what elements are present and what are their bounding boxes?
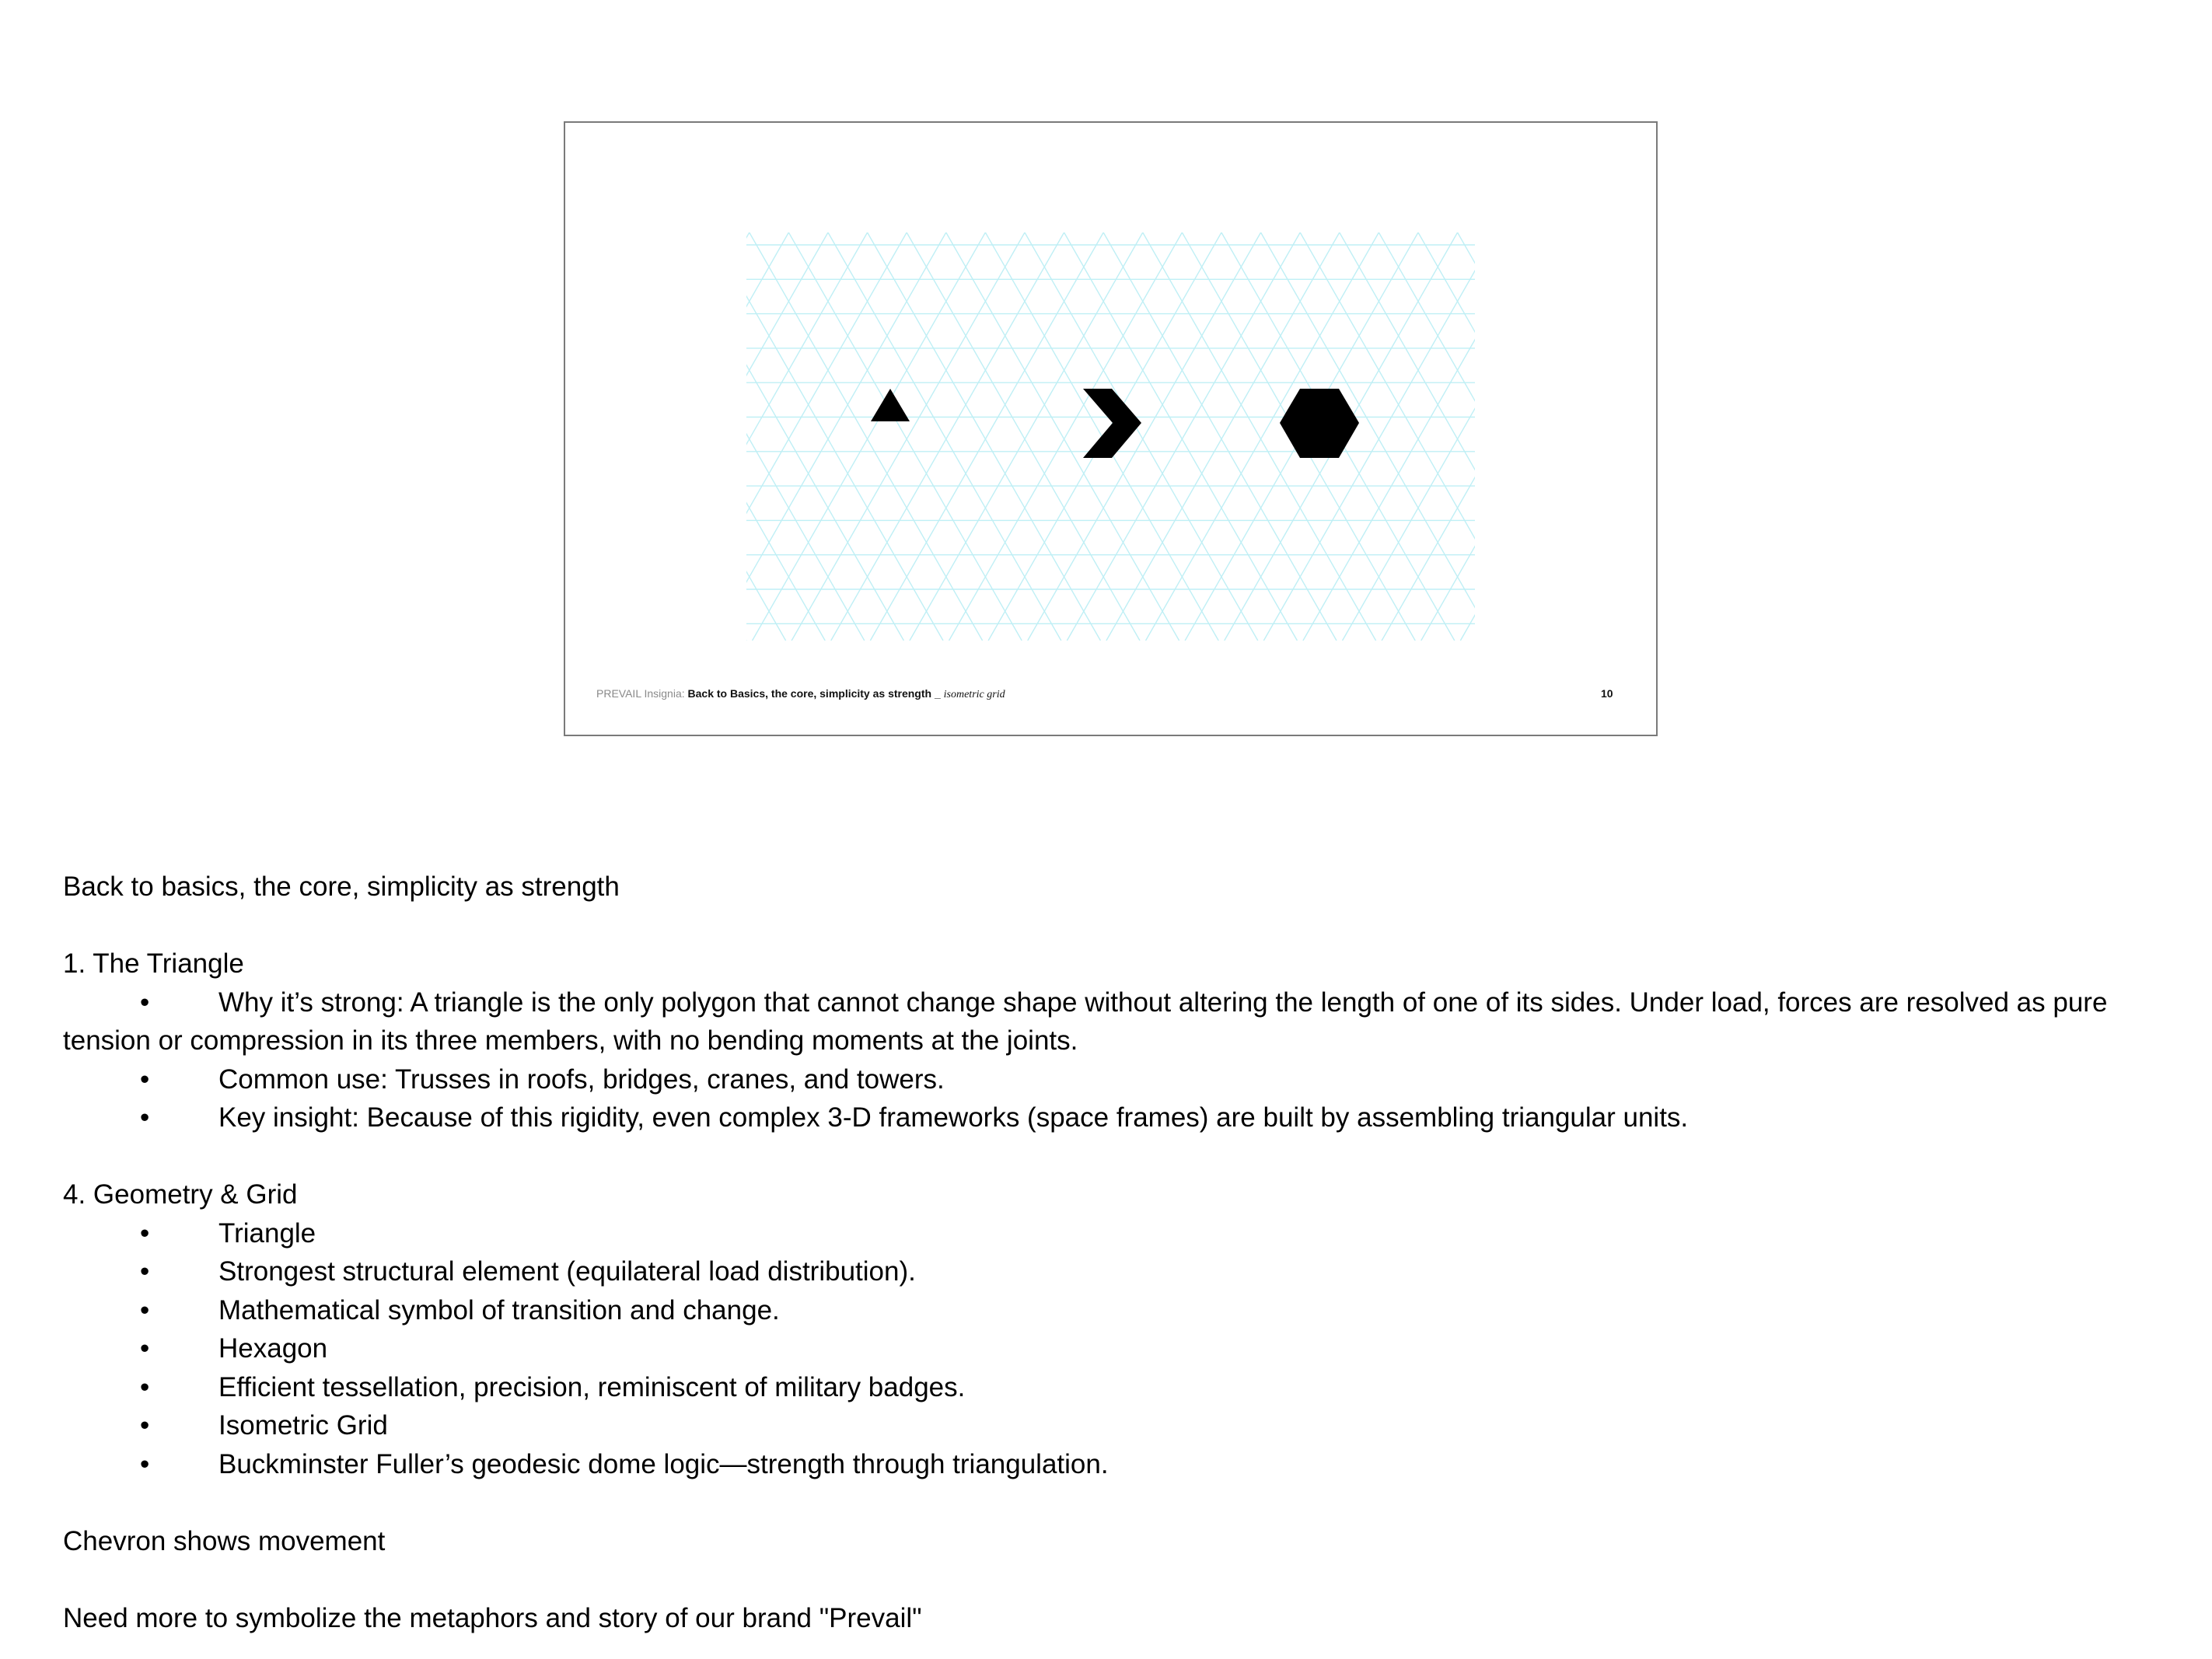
section-heading-triangle: 1. The Triangle bbox=[63, 948, 244, 979]
section-heading-geometry: 4. Geometry & Grid bbox=[63, 1179, 298, 1210]
footer-subtitle: isometric grid bbox=[943, 689, 1005, 700]
list-item: • Hexagon bbox=[140, 1333, 328, 1364]
list-item: • Isometric Grid bbox=[140, 1410, 388, 1441]
list-item: • Key insight: Because of this rigidity, even complex 3-D frameworks (space frames) are built by assembling triangular units. bbox=[140, 1102, 1689, 1133]
list-item: • Common use: Trusses in roofs, bridges, cranes, and towers. bbox=[140, 1064, 945, 1095]
isometric-grid bbox=[746, 232, 1475, 641]
slide-footer bbox=[596, 687, 1005, 701]
list-item: • Strongest structural element (equilateral load distribution). bbox=[140, 1256, 916, 1287]
footer-topic: Back to Basics, the core, simplicity as strength _ bbox=[687, 687, 941, 700]
triangle-icon bbox=[871, 389, 910, 421]
brand-note: Need more to symbolize the metaphors and story of our brand "Prevail" bbox=[63, 1602, 922, 1633]
list-item: • Mathematical symbol of transition and change. bbox=[140, 1294, 780, 1325]
speaker-notes bbox=[63, 868, 2178, 1637]
notes-title: Back to basics, the core, simplicity as strength bbox=[63, 871, 620, 902]
list-item: • Why it’s strong: A triangle is the only polygon that cannot change shape without altering the length of one of its sides. Under load, forces are resolved as pure tension or compression in its three members, with no bending moments at the joints. bbox=[63, 987, 2108, 1056]
page-number: 10 bbox=[1601, 687, 1613, 700]
list-item: • Efficient tessellation, precision, reminiscent of military badges. bbox=[140, 1371, 966, 1402]
list-item: • Buckminster Fuller’s geodesic dome logic—strength through triangulation. bbox=[140, 1448, 1109, 1479]
footer-brand: PREVAIL Insignia: bbox=[596, 687, 685, 700]
hexagon-icon bbox=[1280, 389, 1359, 458]
slide-thumbnail bbox=[564, 121, 1658, 736]
chevron-note: Chevron shows movement bbox=[63, 1525, 386, 1556]
list-item: • Triangle bbox=[140, 1217, 316, 1249]
